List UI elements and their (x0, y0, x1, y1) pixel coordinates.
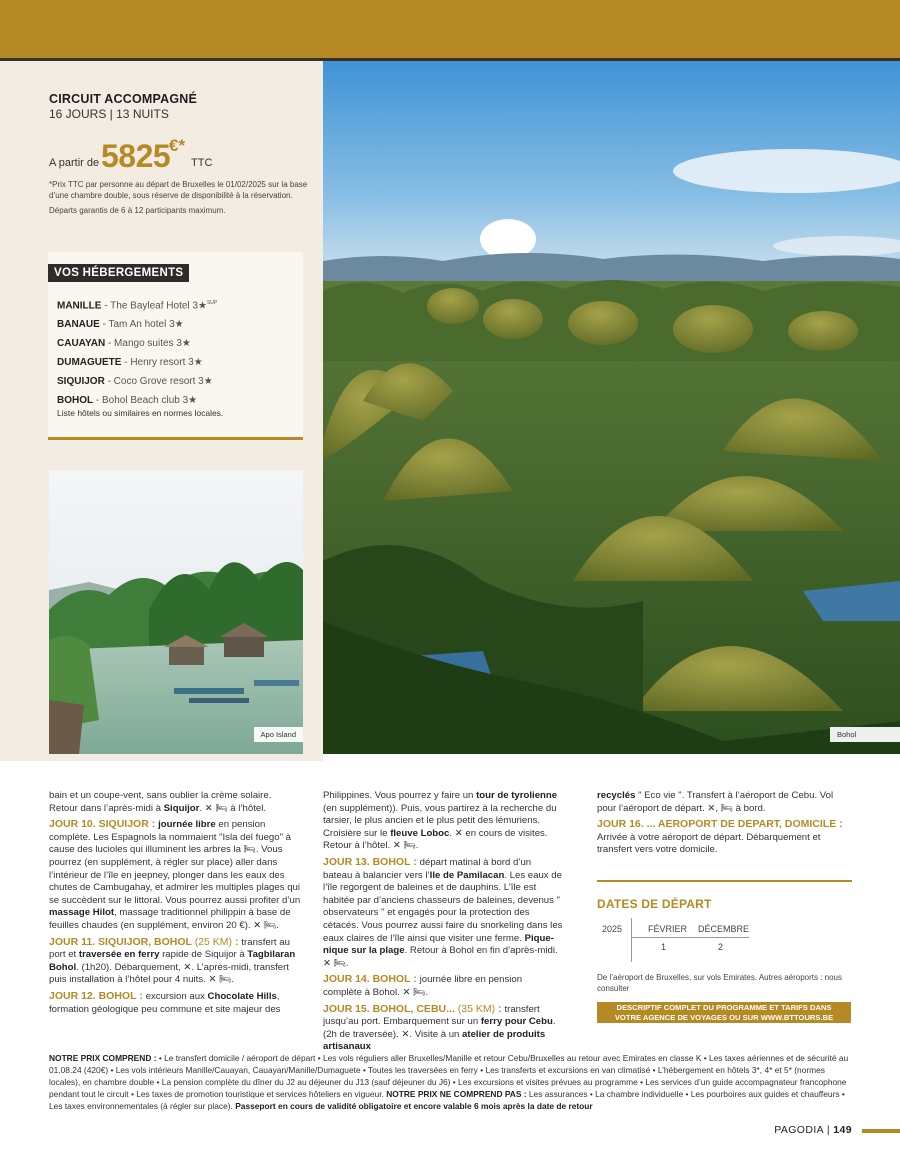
price-from-label: A partir de (49, 157, 100, 169)
text-bold: tour de tyrolienne (476, 790, 558, 801)
price-ttc-label: TTC (191, 157, 213, 169)
page-footer (774, 1124, 852, 1136)
day-title: JOUR 11. SIQUIJOR, BOHOL (49, 935, 195, 948)
text-bold: Siquijor (163, 802, 200, 814)
dates-title: DATES DE DÉPART (597, 897, 712, 911)
price-block (49, 138, 309, 178)
text-run: . Les eaux de l’île regorgent de baleines et de dauphins. L’île est habitée par d’anciens chasseurs de baleines, devenus " observateurs " et engagés pour la protection des cétacés. Vous pourrez aussi faire du snorkeling dans les eaux claires de l’île ainsi que visiter une ferme. (323, 869, 563, 944)
hotel-sup: SUP (206, 300, 218, 306)
text-run: transfert au port et (49, 936, 290, 961)
text-bold: atelier de produits artisanaux (323, 1028, 546, 1053)
text-bold: journée libre (158, 819, 216, 831)
hotel-item (57, 353, 217, 372)
text-run: rapide de Siquijor à (159, 949, 248, 961)
day-title: JOUR 16. ... AEROPORT DE DEPART, DOMICILE : (597, 818, 843, 831)
text-bold: Pique-nique sur la plage (323, 932, 554, 957)
hotel-name: - Mango suites 3★ (105, 338, 191, 350)
dates-table (597, 918, 757, 962)
itinerary-column-3 (597, 790, 852, 860)
hotel-city: MANILLE (57, 300, 102, 312)
hotel-city: DUMAGUETE (57, 357, 122, 369)
text-bold: Ile de Pamilacan (429, 869, 505, 881)
text-run: transfert jusqu’au port. Embarquement sur un (323, 1003, 540, 1028)
hotel-name: - Tam An hotel 3★ (99, 319, 184, 331)
hotel-name: - The Bayleaf Hotel 3★ (101, 300, 207, 312)
itinerary-paragraph (49, 790, 301, 815)
excludes-text: Les assurances • La chambre individuelle • Les pourboires aux guides et chauffeurs • Les taxes environnementales (à régler sur place). (49, 1089, 845, 1111)
itinerary-column-2 (323, 790, 563, 1057)
price-conditions (49, 1052, 853, 1112)
hotels-box (48, 252, 303, 440)
dates-day: 1 (661, 942, 667, 952)
circuit-title: CIRCUIT ACCOMPAGNÉ (49, 92, 198, 106)
day-separator: : (232, 935, 242, 948)
price-currency: €* (169, 136, 186, 155)
text-bold: Chocolate Hills (207, 990, 277, 1002)
includes-label: NOTRE PRIX COMPREND : (49, 1053, 157, 1063)
text-run: excursion aux (145, 990, 208, 1002)
hotel-name: - Bohol Beach club 3★ (93, 395, 198, 407)
text-run: départ matinal à bord d’un bateau à balancier vers l’ (323, 856, 532, 881)
chocolate-hills-illustration (323, 61, 900, 754)
hotel-city: BANAUE (57, 319, 100, 331)
dates-day: 2 (718, 942, 724, 952)
text-bold: traversée en ferry (78, 949, 160, 961)
hotels-title: VOS HÉBERGEMENTS (48, 264, 189, 282)
text-run: . ✕ en cours de visites. Retour à l’hôtel. ✕ 🛏. (323, 827, 548, 852)
hotel-name: - Henry resort 3★ (121, 357, 203, 369)
apo-island-caption: Apo Island (254, 727, 303, 742)
text-run: Philippines. Vous pourrez y faire un (323, 790, 477, 801)
excludes-label: NOTRE PRIX NE COMPREND PAS : (386, 1089, 527, 1099)
text-run: . ✕ 🛏 à l’hôtel. (199, 802, 266, 814)
text-bold: Tagbilaran Bohol (49, 949, 296, 973)
hotels-footnote: Liste hôtels ou similaires en normes locales. (57, 408, 224, 418)
day-distance: (35 KM) (457, 1002, 496, 1015)
hotel-item (57, 294, 217, 315)
itinerary-paragraph (323, 790, 563, 853)
apo-island-photo (49, 470, 303, 754)
bohol-photo (323, 61, 900, 754)
day-14 (323, 973, 563, 999)
text-run: , formation géologique peu commune et site majeur des (49, 990, 281, 1015)
itinerary-column-1 (49, 790, 301, 1019)
includes-text: • Le transfert domicile / aéroport de départ • Les vols réguliers aller Bruxelles/Manille et retour Cebu/Bruxelles au retour avec Emirates en classe K • Les taxes aériennes et de sécurité au 01.08.24 (420€) • Les vols intérieurs Manille/Cauayan, Cauayan/Manille/Dumaguete • Toutes les traversées en ferry • Les transferts et excursions en van climatisé • L’hébergement en hôtels 3*, 4* et 5* (normes locales), en chambre double • La pension complète du dîner du J2 au déjeuner du J13 (sauf déjeuner du J6) • Les excursions et visites prévues au programme • Les services d’un guide accompagnateur francophone pendant tout le circuit • Les taxes de promotion touristique et services hôteliers en vigueur. (49, 1053, 849, 1099)
brand-name: PAGODIA (774, 1124, 824, 1136)
day-separator: : (495, 1002, 505, 1015)
text-bold: fleuve Loboc (390, 827, 450, 839)
day-title: JOUR 14. BOHOL : (323, 973, 420, 986)
full-program-banner[interactable] (597, 1002, 851, 1023)
circuit-duration: 16 JOURS | 13 NUITS (49, 107, 169, 121)
text-run: journée libre en pension complète à Bohol. ✕ 🛏. (323, 974, 523, 998)
text-run: bain et un coupe-vent, sans oublier la crème solaire. Retour dans l’après-midi à (49, 790, 272, 814)
departure-dates (597, 880, 852, 993)
hotel-item (57, 334, 217, 353)
day-11 (49, 936, 301, 987)
footer-gold-bar (862, 1129, 900, 1133)
hotel-item (57, 315, 217, 334)
hotel-name: - Coco Grove resort 3★ (104, 376, 213, 388)
price-note (49, 179, 311, 216)
circuit-block (49, 92, 309, 121)
text-run: , massage traditionnel philippin à base de feuilles chaudes (en supplément, environ 20 €). ✕ 🛏. (49, 907, 291, 931)
text-bold: recyclés (597, 790, 636, 801)
text-run: (en supplément)). Puis, vous partirez à la recherche du tarsier, le plus ancien et le plus petit des lémuriens. Croisière sur le (323, 802, 557, 839)
price-note-line: *Prix TTC par personne au départ de Bruxelles le 01/02/2025 sur la base d’une chambre double, sous réserve de disponibilité à la réservation. (49, 180, 308, 200)
text-run: " Eco vie ". Transfert à l’aéroport de Cebu. Vol pour l’aéroport de départ. ✕, 🛏 à bord. (597, 790, 834, 814)
itinerary-paragraph (597, 790, 852, 815)
text-run: Arrivée à votre aéroport de départ. Débarquement et transfert vers votre domicile. (597, 831, 821, 856)
hotel-item (57, 372, 217, 391)
banner-line: VOTRE AGENCE DE VOYAGES OU SUR WWW.BTTOURS.BE (614, 1013, 834, 1022)
day-title: JOUR 15. BOHOL, CEBU... (323, 1002, 458, 1015)
hotel-city: SIQUIJOR (57, 376, 105, 388)
day-16 (597, 818, 852, 857)
dates-divider (631, 918, 632, 962)
page-number: 149 (833, 1124, 852, 1136)
day-15 (323, 1003, 563, 1054)
header-gold-band (0, 0, 900, 58)
day-title: JOUR 10. SIQUIJOR : (49, 818, 159, 831)
text-bold: ferry pour Cebu (480, 1016, 553, 1028)
passport-note: Passeport en cours de validité obligatoire et encore valable 6 mois après la date de retour (235, 1101, 593, 1111)
dates-year: 2025 (602, 924, 623, 934)
text-run: en pension complète. Les Espagnols la nommaient "Isla del fuego" à cause des lucioles qui illuminent les arbres la 🛏. Vous pourrez (en supplément, à régler sur place) aller dans l’intérieur de l’île en jeepney, plonger dans les eaux des chutes de Cambugahay, et admirer les multiples plages qui se succèdent sur le littoral. Vous pourrez aussi profiter d’un (49, 819, 301, 906)
departure-guarantee-note: Départs garantis de 6 à 12 participants maximum. (49, 206, 226, 215)
apo-island-illustration (49, 470, 303, 754)
text-run: . (1h20). Débarquement, ✕. L’après-midi, transfert puis installation à l’hôtel pour 4 nuits. ✕ 🛏. (49, 961, 289, 986)
day-distance: (25 KM) (194, 935, 233, 948)
dates-month: DÉCEMBRE (698, 924, 750, 934)
day-13 (323, 856, 563, 970)
hotel-city: CAUAYAN (57, 338, 106, 350)
footer-separator: | (823, 1124, 834, 1136)
text-run: . (2h de traversée). ✕. Visite à un (323, 1016, 556, 1040)
day-title: JOUR 13. BOHOL : (323, 855, 420, 868)
hotel-city: BOHOL (57, 395, 94, 407)
day-title: JOUR 12. BOHOL : (49, 989, 146, 1002)
banner-line: DESCRIPTIF COMPLET DU PROGRAMME ET TARIFS DANS (616, 1003, 832, 1012)
day-12 (49, 990, 301, 1016)
text-run: . Retour à Bohol en fin d’après-midi. ✕ 🛏. (323, 945, 558, 969)
text-bold: massage Hilot (49, 907, 115, 919)
hotels-list (57, 294, 217, 410)
dates-month: FÉVRIER (648, 924, 688, 934)
day-10 (49, 818, 301, 932)
dates-note: De l’aéroport de Bruxelles, sur vols Emirates. Autres aéroports : nous consulter (597, 973, 842, 993)
price-amount: 5825 (101, 138, 171, 174)
bohol-caption: Bohol (830, 727, 900, 742)
dates-divider (631, 937, 749, 938)
